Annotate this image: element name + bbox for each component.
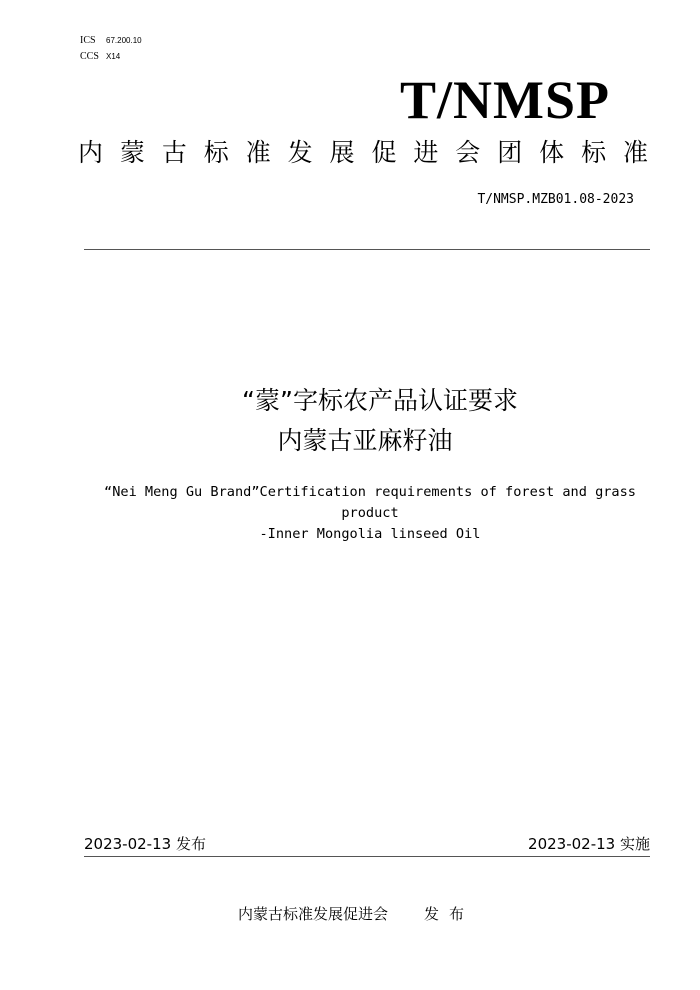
- bottom-divider: [84, 856, 650, 857]
- organization-name: [78, 136, 648, 170]
- org-char: 标: [203, 138, 229, 167]
- effective-date: 2023-02-13 实施: [528, 835, 650, 853]
- issuer-name: 内蒙古标准发展促进会: [237, 905, 388, 923]
- ccs-line: [80, 50, 120, 64]
- title-line-2: 内蒙古亚麻籽油: [277, 426, 453, 455]
- standard-brand: T/NMSP: [399, 70, 610, 130]
- org-char: 准: [245, 138, 271, 167]
- issuer-action: 发布: [424, 905, 475, 923]
- org-char: 内: [78, 138, 104, 167]
- english-title-line-3: -Inner Mongolia linseed Oil: [259, 526, 481, 542]
- issuer-line: [0, 904, 700, 924]
- org-char: 准: [622, 138, 648, 167]
- english-title-line-1: “Nei Meng Gu Brand”Certification requirements of forest and grass: [104, 484, 636, 500]
- org-char: 古: [161, 138, 187, 167]
- org-char: 会: [455, 138, 481, 167]
- org-char: 体: [539, 138, 565, 167]
- english-title-line-2: product: [341, 505, 399, 521]
- ics-label: ICS: [80, 35, 96, 46]
- ccs-value: X14: [106, 52, 121, 61]
- english-title: [90, 482, 650, 545]
- ics-value: 67.200.10: [106, 36, 142, 45]
- org-char: 进: [413, 138, 439, 167]
- org-char: 标: [581, 138, 607, 167]
- org-char: 蒙: [119, 138, 145, 167]
- ics-line: [80, 34, 142, 48]
- ccs-label: CCS: [80, 51, 99, 62]
- org-char: 发: [287, 138, 313, 167]
- org-char: 展: [329, 138, 355, 167]
- top-divider: [84, 249, 650, 250]
- title-line-1: “蒙”字标农产品认证要求: [242, 386, 518, 415]
- document-number: T/NMSP.MZB01.08-2023: [477, 192, 634, 207]
- org-char: 促: [371, 138, 397, 167]
- org-char: 团: [497, 138, 523, 167]
- publish-date: 2023-02-13 发布: [84, 835, 206, 853]
